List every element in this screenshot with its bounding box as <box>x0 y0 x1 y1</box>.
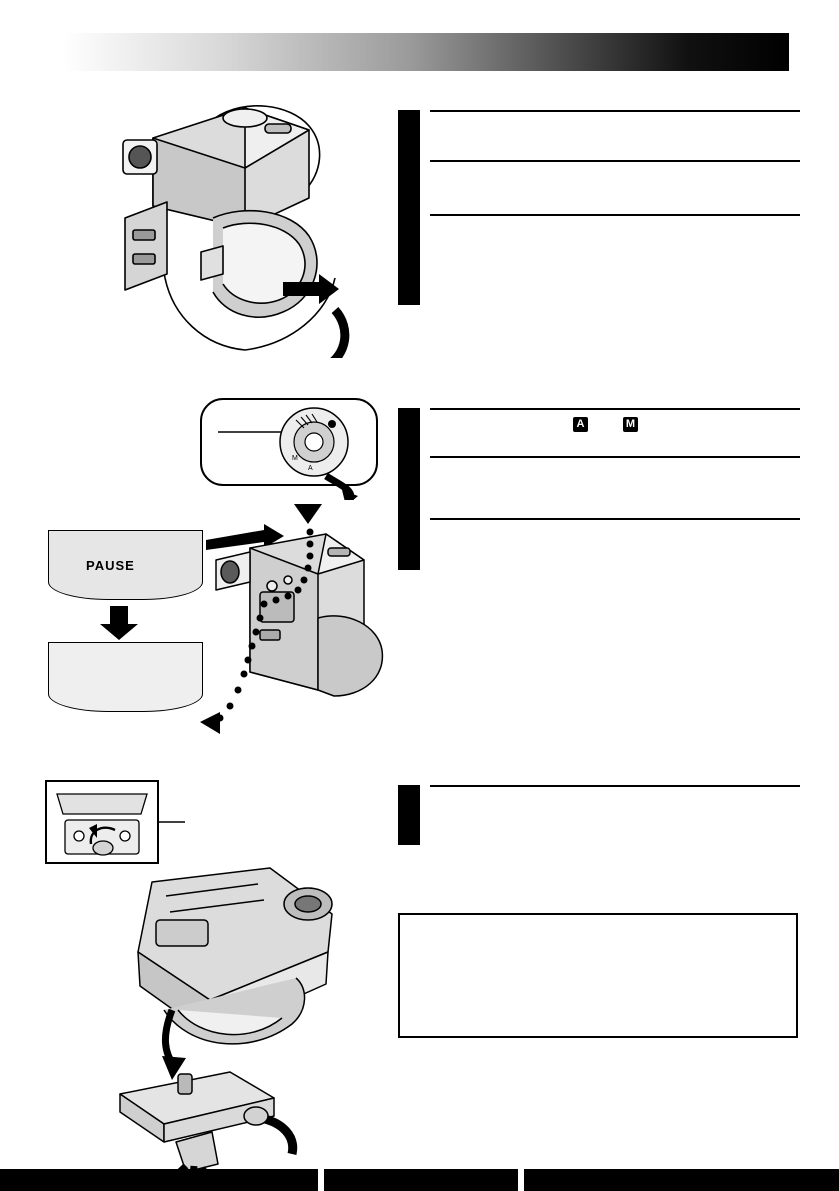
block-3-rule-top <box>430 785 800 787</box>
svg-text:A: A <box>308 465 313 472</box>
note-box <box>398 913 798 1038</box>
footer-bar-left <box>0 1169 318 1191</box>
header-gradient-bar <box>62 33 789 71</box>
block-2-rule-mid <box>430 456 800 458</box>
camcorder-body-illustration <box>198 500 398 750</box>
footer-bar-middle <box>324 1169 518 1191</box>
block-2-accent-bar <box>398 408 420 570</box>
screen-pause-label: PAUSE <box>86 558 135 573</box>
figure-camcorder-body <box>198 500 398 750</box>
block-1-accent-bar <box>398 110 420 305</box>
figure-tripod-mount <box>60 860 360 1170</box>
figure-grip-strap <box>95 78 355 358</box>
screen-blank <box>48 642 203 712</box>
mode-auto-icon: A <box>573 417 588 432</box>
instruction-block-2 <box>398 408 800 570</box>
figure-viewfinder-screens <box>48 530 208 730</box>
mode-manual-icon: M <box>623 417 638 432</box>
figure-power-dial <box>200 398 378 500</box>
tripod-mount-illustration <box>60 860 360 1170</box>
terminal-detail-illustration <box>45 780 185 865</box>
grip-strap-illustration <box>95 78 355 358</box>
block-2-mode-icons <box>573 416 638 434</box>
block-3-accent-bar <box>398 785 420 845</box>
svg-text:M: M <box>292 455 298 462</box>
instruction-block-1 <box>398 110 800 305</box>
block-2-rule-top <box>430 408 800 410</box>
figure-terminal-detail <box>45 780 185 865</box>
instruction-block-3 <box>398 785 800 845</box>
power-dial-illustration <box>200 398 378 500</box>
footer-bar-right <box>524 1169 839 1191</box>
down-arrow-icon <box>48 604 208 644</box>
block-1-rule-bottom <box>430 214 800 216</box>
block-1-rule-mid <box>430 160 800 162</box>
block-1-rule-top <box>430 110 800 112</box>
block-2-rule-bottom <box>430 518 800 520</box>
